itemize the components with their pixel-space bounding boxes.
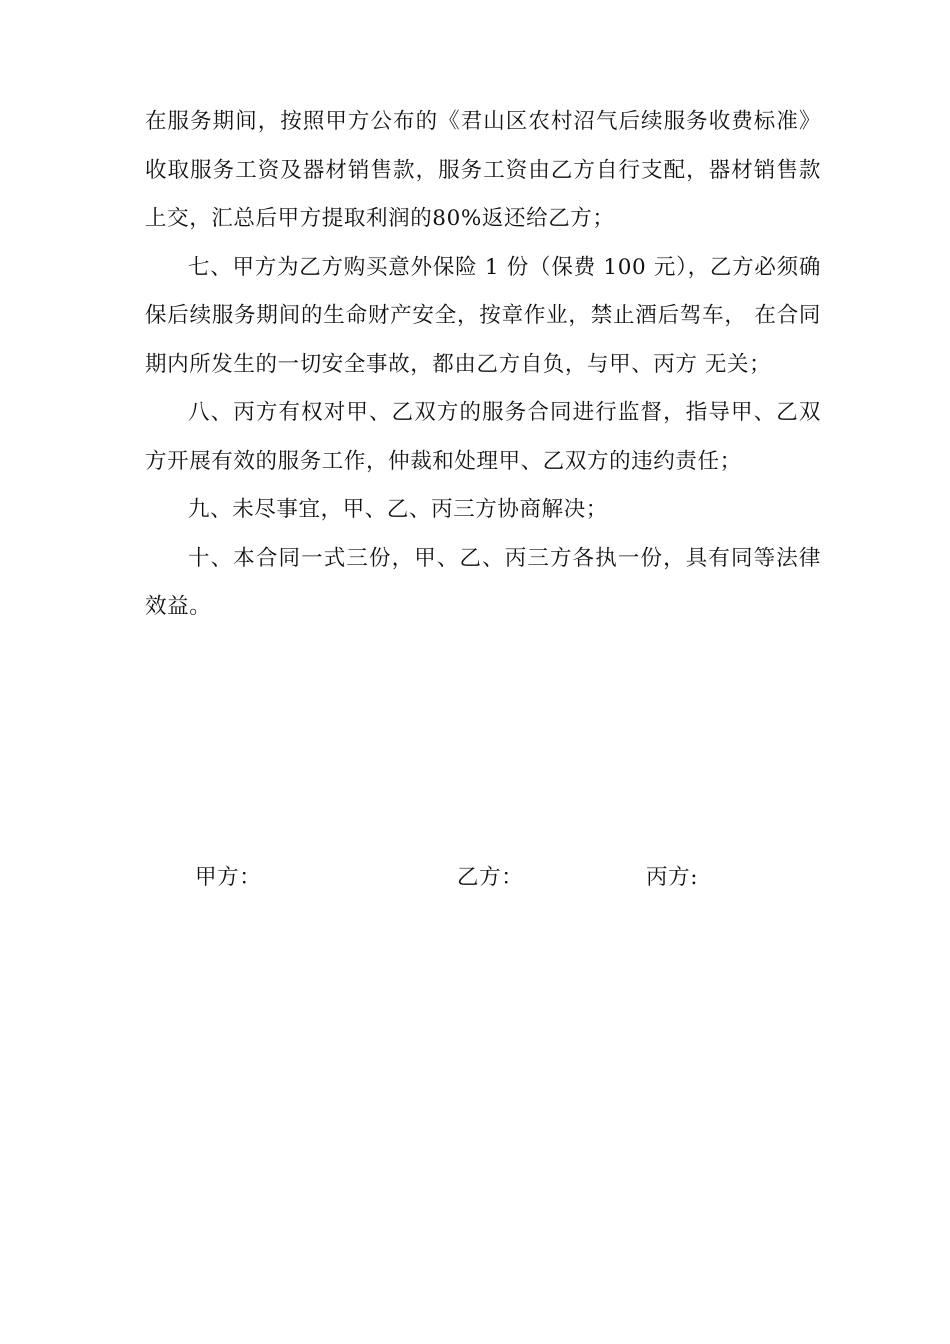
signature-block — [0, 858, 950, 898]
clause-ten: 十、本合同一式三份，甲、乙、丙三方各执一份，具有同等法律效益。 — [145, 545, 821, 619]
clause-continued: 在服务期间，按照甲方公布的《君山区农村沼气后续服务收费标准》收取服务工资及器材销售款，服务工资由乙方自行支配，器材销售款上交，汇总后甲方提取利润的80%返还给乙方； — [145, 109, 821, 231]
signature-party-b: 乙方： — [457, 865, 524, 890]
contract-body — [145, 98, 821, 632]
clause-eight: 八、丙方有权对甲、乙双方的服务合同进行监督，指导甲、乙双方开展有效的服务工作，仲裁和处理甲、乙双方的违约责任； — [145, 400, 821, 474]
clause-nine: 九、未尽事宜，甲、乙、丙三方协商解决； — [188, 497, 608, 522]
signature-party-a: 甲方： — [195, 865, 262, 890]
signature-party-c: 丙方: — [646, 865, 699, 890]
clause-seven: 七、甲方为乙方购买意外保险 1 份（保费 100 元），乙方必须确保后续服务期间的生命财产安全，按章作业，禁止酒后驾车， 在合同期内所发生的一切安全事故，都由乙方自负，与甲、丙方 无关； — [145, 254, 821, 377]
